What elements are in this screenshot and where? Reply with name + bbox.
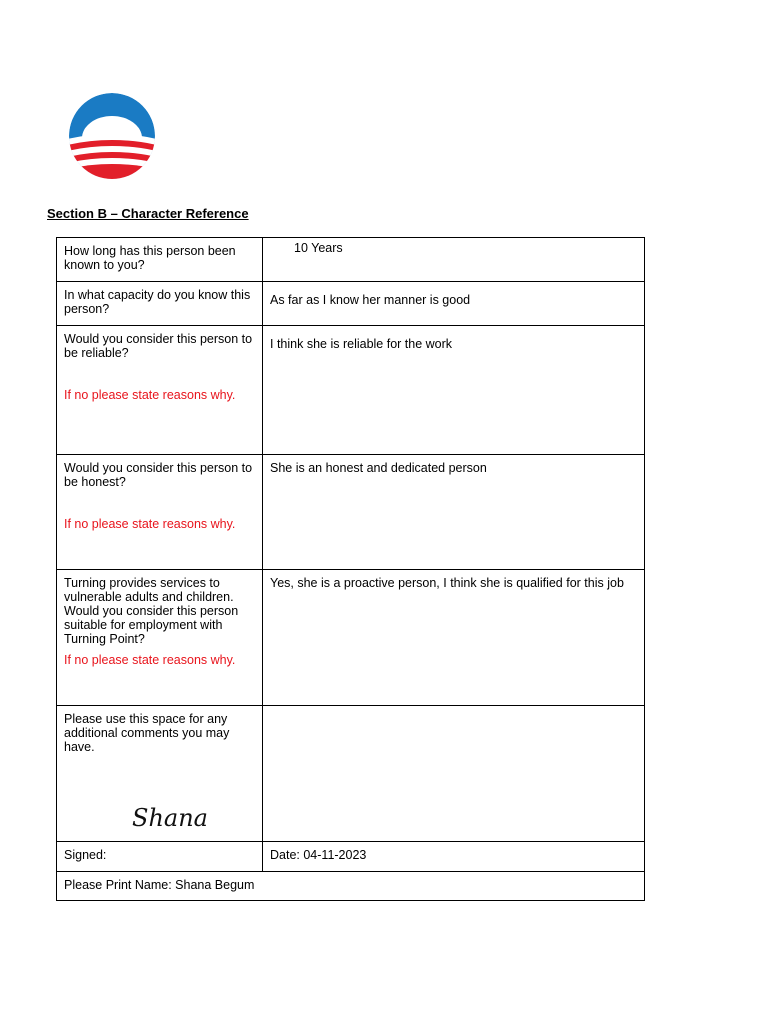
question-cell bbox=[57, 455, 263, 570]
table-row bbox=[57, 570, 645, 706]
question-text: Would you consider this person to be honest? bbox=[64, 461, 253, 489]
signed-label: Signed: bbox=[64, 848, 107, 862]
date-cell[interactable] bbox=[263, 842, 645, 872]
question-text: Would you consider this person to be reliable? bbox=[64, 332, 253, 360]
question-cell bbox=[57, 326, 263, 455]
print-name-cell[interactable] bbox=[57, 872, 645, 901]
answer-cell[interactable] bbox=[263, 455, 645, 570]
question-text: How long has this person been known to you? bbox=[64, 244, 236, 272]
answer-cell[interactable] bbox=[263, 238, 645, 282]
answer-text: She is an honest and dedicated person bbox=[270, 461, 487, 475]
question-text: Turning provides services to vulnerable adults and children. Would you consider this person suitable for employment with Turning Point? bbox=[64, 576, 239, 646]
table-row bbox=[57, 842, 645, 872]
question-cell bbox=[57, 238, 263, 282]
reasons-note: If no please state reasons why. bbox=[64, 517, 236, 531]
table-row bbox=[57, 706, 645, 842]
table-row bbox=[57, 282, 645, 326]
question-cell bbox=[57, 570, 263, 706]
table-row bbox=[57, 238, 645, 282]
answer-cell[interactable] bbox=[263, 326, 645, 455]
date-text: Date: 04-11-2023 bbox=[270, 848, 367, 862]
answer-text: I think she is reliable for the work bbox=[270, 337, 453, 351]
answer-text: 10 Years bbox=[294, 241, 343, 255]
answer-cell[interactable] bbox=[263, 282, 645, 326]
answer-cell[interactable] bbox=[263, 706, 645, 842]
svg-text:Shana: Shana bbox=[132, 804, 208, 832]
table-row bbox=[57, 455, 645, 570]
signature bbox=[64, 802, 255, 837]
reasons-note: If no please state reasons why. bbox=[64, 388, 236, 402]
question-cell bbox=[57, 706, 263, 842]
question-text: In what capacity do you know this person? bbox=[64, 288, 251, 316]
signature-image bbox=[130, 802, 220, 834]
question-text: Please use this space for any additional comments you may have. bbox=[64, 712, 230, 754]
table-row bbox=[57, 326, 645, 455]
answer-cell[interactable] bbox=[263, 570, 645, 706]
answer-text: Yes, she is a proactive person, I think she is qualified for this job bbox=[270, 576, 624, 590]
question-cell bbox=[57, 282, 263, 326]
table-row bbox=[57, 872, 645, 901]
campaign-logo bbox=[67, 93, 157, 179]
answer-text: As far as I know her manner is good bbox=[270, 293, 471, 307]
print-name-text: Please Print Name: Shana Begum bbox=[64, 878, 255, 892]
reasons-note: If no please state reasons why. bbox=[64, 653, 236, 667]
signed-cell bbox=[57, 842, 263, 872]
section-title: Section B – Character Reference bbox=[47, 206, 249, 221]
character-reference-table bbox=[56, 237, 645, 901]
